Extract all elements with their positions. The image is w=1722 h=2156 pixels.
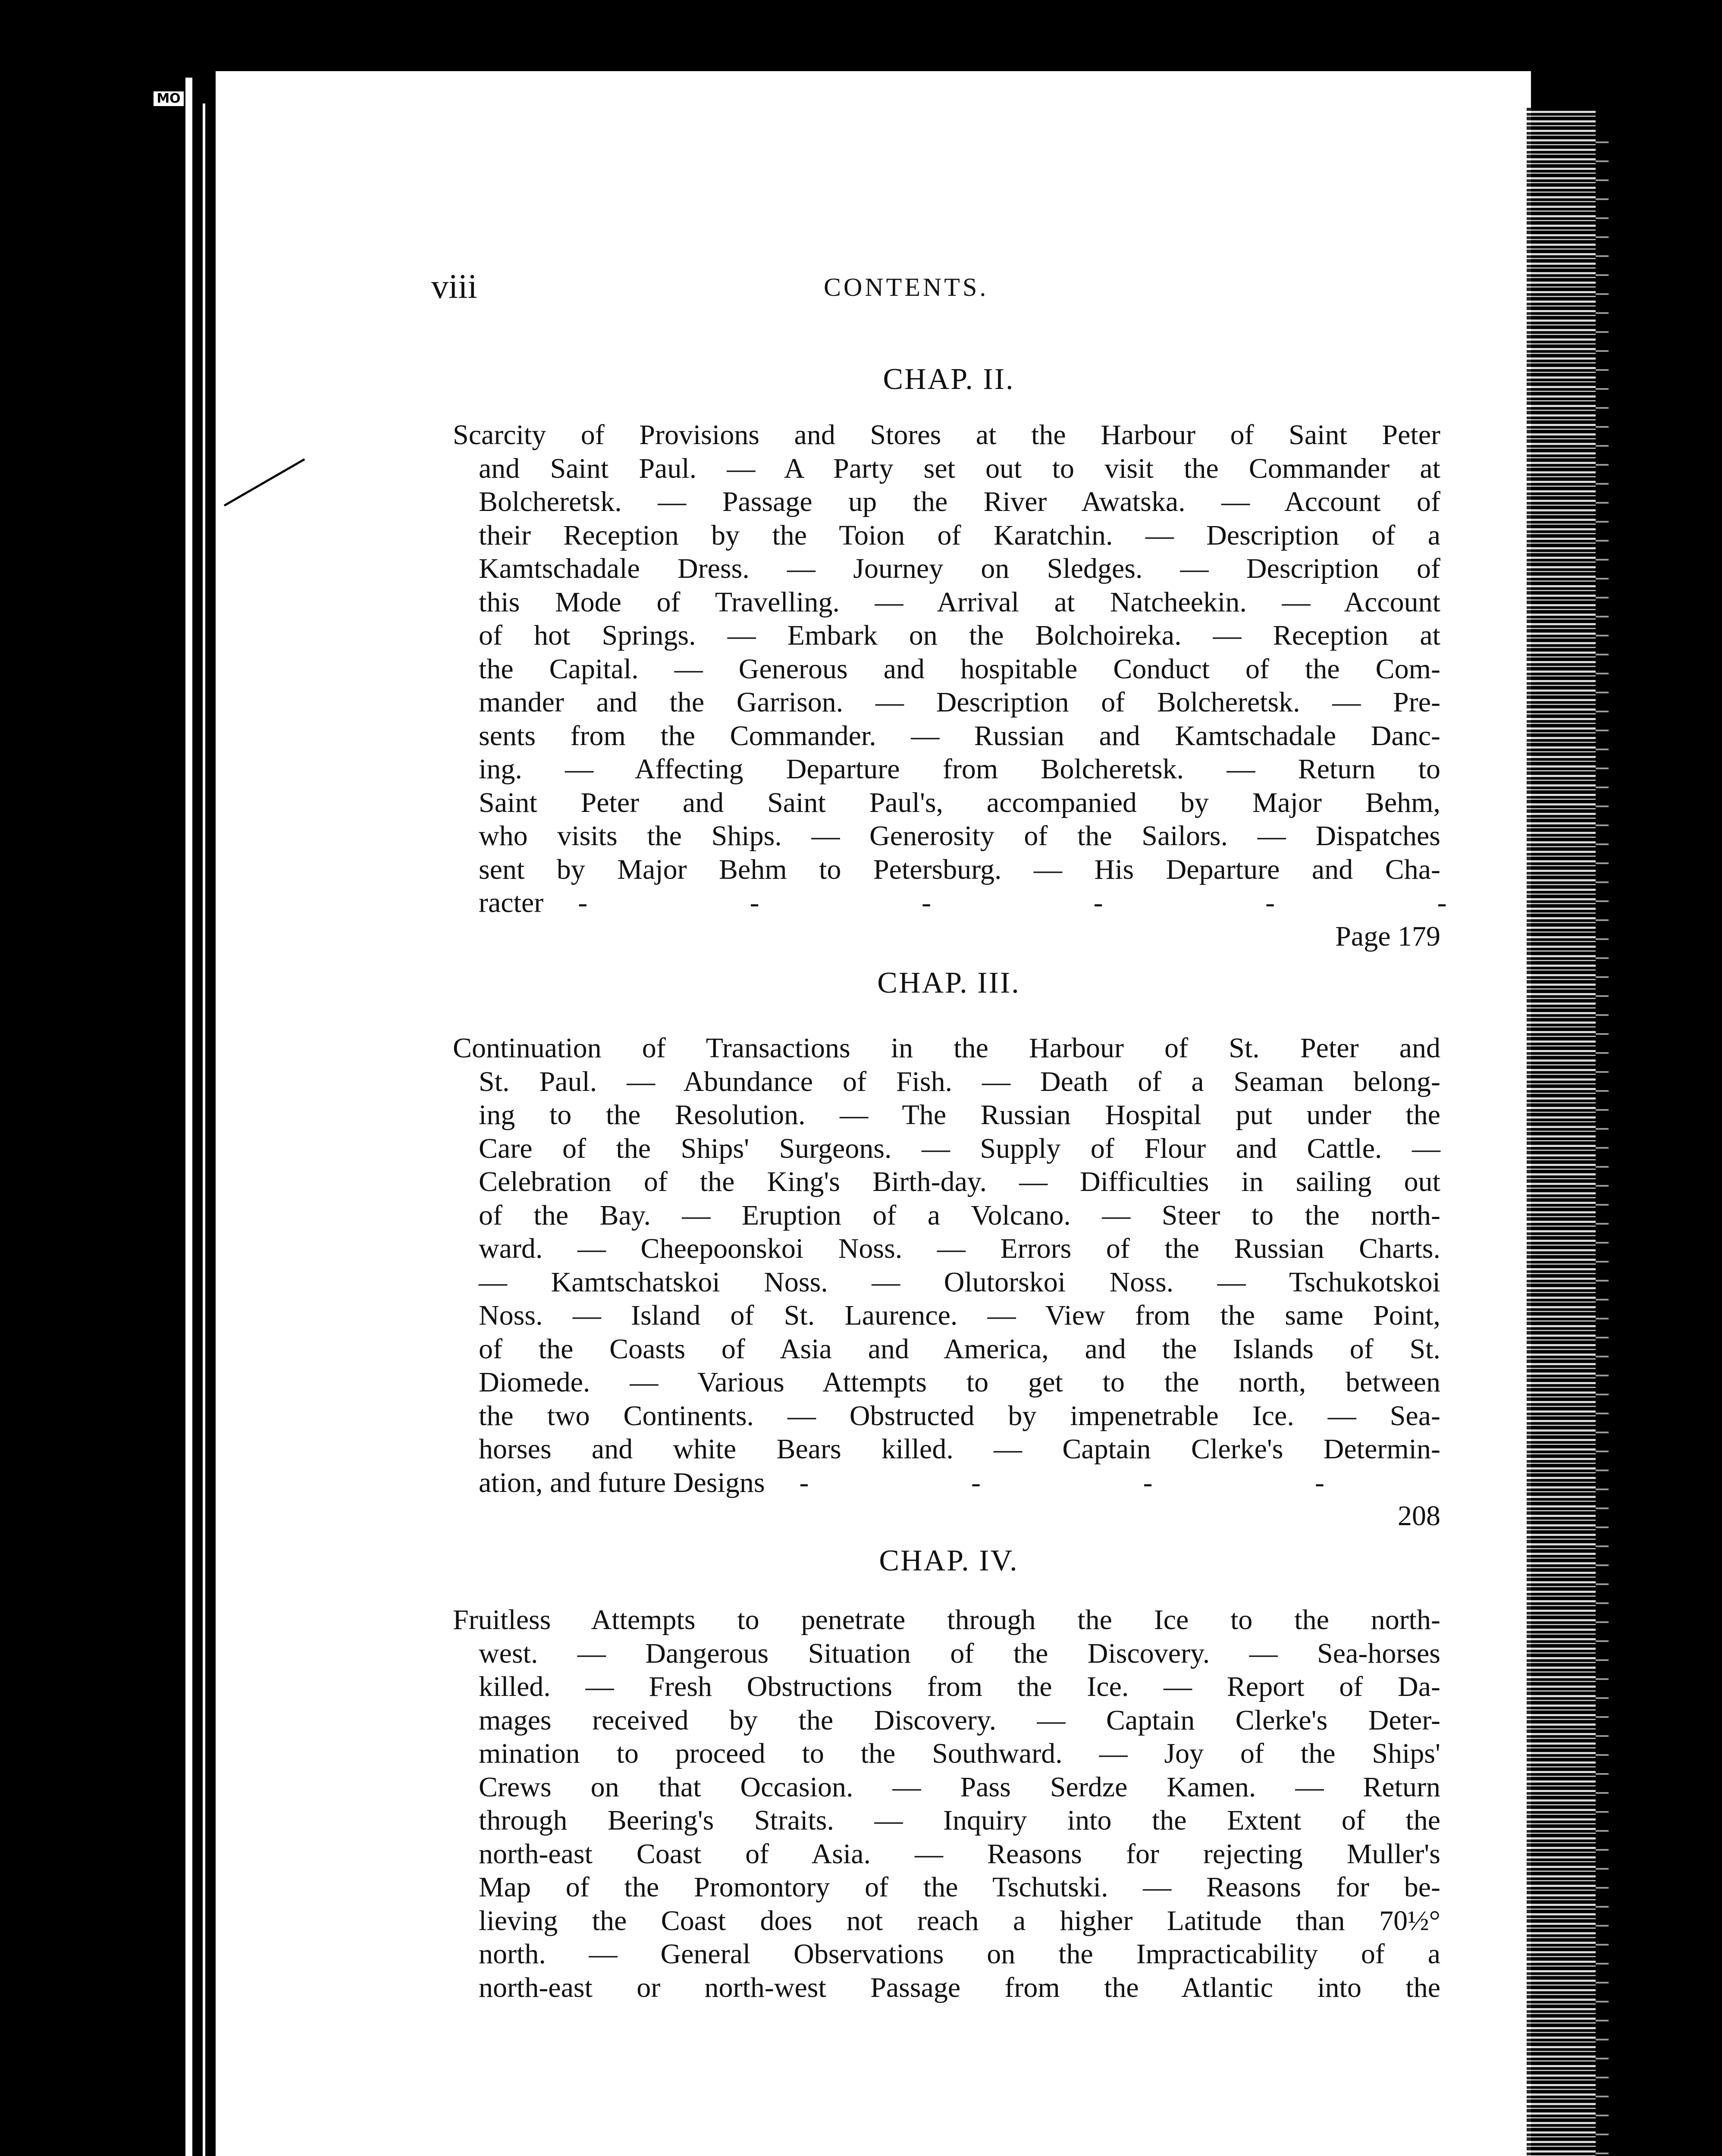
summary-line: mander and the Garrison. — Description of Bolcheretsk. — Pre-	[479, 686, 1440, 718]
summary-line: north. — General Observations on the Impracticability of a	[479, 1938, 1440, 1970]
summary-line: of hot Springs. — Embark on the Bolchoireka. — Reception at	[479, 620, 1440, 651]
summary-line: of the Coasts of Asia and America, and the Islands of St.	[479, 1333, 1440, 1365]
summary-line: lieving the Coast does not reach a higher Latitude than 70½°	[479, 1905, 1440, 1937]
summary-line: Map of the Promontory of the Tschutski. — Reasons for be-	[479, 1871, 1440, 1903]
page-reference: 208	[1398, 1500, 1440, 1532]
summary-line: sent by Major Behm to Petersburg. — His Departure and Cha-	[479, 853, 1440, 885]
summary-line: and Saint Paul. — A Party set out to visit the Commander at	[479, 452, 1440, 484]
summary-last-line	[453, 1466, 1440, 1532]
chapter-summary	[453, 418, 1524, 953]
leader-dots: - - - - - -	[578, 887, 1524, 918]
summary-line: Continuation of Transactions in the Harbour of St. Peter and	[453, 1032, 1440, 1064]
chapter-summary	[453, 1603, 1440, 2004]
chapter-heading: CHAP. III.	[877, 966, 1020, 1000]
summary-line-end: ation, and future Designs	[479, 1467, 765, 1498]
summary-line: Noss. — Island of St. Laurence. — View from the same Point,	[479, 1300, 1440, 1331]
summary-line: mages received by the Discovery. — Captain Clerke's Deter-	[479, 1704, 1440, 1736]
chapter-summary	[453, 1031, 1440, 1533]
summary-line: Saint Peter and Saint Paul's, accompanied by Major Behm,	[479, 787, 1440, 818]
right-page-stack-outer	[1596, 129, 1609, 2156]
summary-line: Kamtschadale Dress. — Journey on Sledges. — Description of	[479, 553, 1440, 584]
summary-line: Diomede. — Various Attempts to get to the north, between	[479, 1366, 1440, 1398]
running-title: CONTENTS.	[824, 273, 989, 301]
summary-line: Celebration of the King's Birth-day. — Difficulties in sailing out	[479, 1166, 1440, 1197]
summary-line: Bolcheretsk. — Passage up the River Awatska. — Account of	[479, 486, 1440, 517]
left-page-edge-inner	[203, 103, 205, 2156]
left-page-edge	[185, 78, 192, 2156]
summary-line-end: racter	[479, 887, 544, 918]
summary-line: Care of the Ships' Surgeons. — Supply of Flour and Cattle. —	[479, 1132, 1440, 1164]
summary-line: who visits the Ships. — Generosity of the Sailors. — Dispatches	[479, 820, 1440, 852]
page-number: viii	[431, 268, 477, 306]
summary-line: Fruitless Attempts to penetrate through the Ice to the north-	[453, 1604, 1440, 1636]
page-reference: Page 179	[1335, 920, 1440, 952]
chapter-heading: CHAP. IV.	[879, 1544, 1019, 1577]
summary-line: Scarcity of Provisions and Stores at the Harbour of Saint Peter	[453, 419, 1440, 451]
summary-line: of the Bay. — Eruption of a Volcano. — Steer to the north-	[479, 1199, 1440, 1231]
running-head	[431, 267, 1423, 306]
summary-line: sents from the Commander. — Russian and Kamtschadale Danc-	[479, 720, 1440, 752]
summary-line: west. — Dangerous Situation of the Discovery. — Sea-horses	[479, 1637, 1440, 1669]
summary-line: ing. — Affecting Departure from Bolcheretsk. — Return to	[479, 753, 1440, 785]
summary-line: north-east Coast of Asia. — Reasons for rejecting Muller's	[479, 1838, 1440, 1870]
summary-line: St. Paul. — Abundance of Fish. — Death of a Seaman belong-	[479, 1065, 1440, 1097]
summary-line: killed. — Fresh Obstructions from the Ice. — Report of Da-	[479, 1671, 1440, 1702]
summary-line: mination to proceed to the Southward. — Joy of the Ships'	[479, 1738, 1440, 1769]
summary-line: north-east or north-west Passage from the Atlantic into the	[479, 1971, 1440, 2003]
summary-line: the two Continents. — Obstructed by impenetrable Ice. — Sea-	[479, 1400, 1440, 1432]
summary-line: this Mode of Travelling. — Arrival at Natcheekin. — Account	[479, 586, 1440, 618]
summary-line: ing to the Resolution. — The Russian Hospital put under the	[479, 1099, 1440, 1131]
right-page-stack	[1527, 108, 1596, 2156]
summary-line: the Capital. — Generous and hospitable Conduct of the Com-	[479, 653, 1440, 685]
summary-last-line	[453, 886, 1524, 952]
summary-line: through Beering's Straits. — Inquiry into the Extent of the	[479, 1805, 1440, 1836]
chapter-heading: CHAP. II.	[883, 363, 1015, 396]
summary-line: — Kamtschatskoi Noss. — Olutorskoi Noss. — Tschukotskoi	[479, 1266, 1440, 1298]
summary-line: Crews on that Occasion. — Pass Serdze Kamen. — Return	[479, 1771, 1440, 1803]
leader-dots: - - - -	[799, 1467, 1402, 1498]
summary-line: their Reception by the Toion of Karatchin. — Description of a	[479, 519, 1440, 551]
summary-line: horses and white Bears killed. — Captain Clerke's Determin-	[479, 1433, 1440, 1465]
summary-line: ward. — Cheepoonskoi Noss. — Errors of the Russian Charts.	[479, 1233, 1440, 1264]
corner-stamp: MO	[154, 91, 184, 106]
